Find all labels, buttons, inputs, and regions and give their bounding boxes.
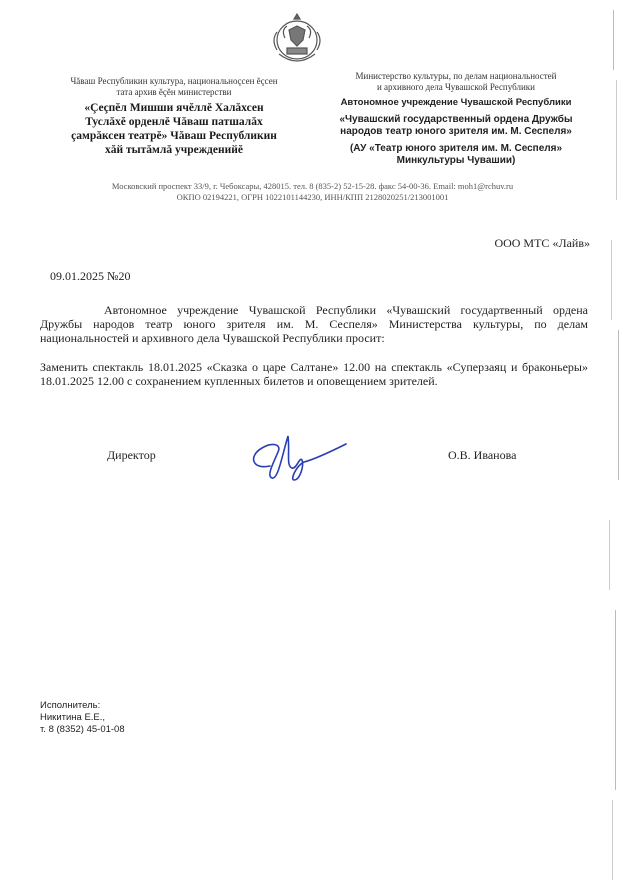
letter-paragraph-replacement: Заменить спектакль 18.01.2025 «Сказка о царе Салтане» 12.00 на спектакль «Суперзаяц и браконьеры» 18.01.2025 12.00 с сохранением купленных билетов и оповещением зрителей. bbox=[40, 360, 588, 388]
header-right-org-name bbox=[322, 114, 590, 138]
header-right-org-short bbox=[322, 143, 590, 167]
letter-paragraph-request: Автономное учреждение Чувашской Республики «Чувашский государтвенный ордена Дружбы народов театр юного зрителя им. М. Сеспеля» Министерства культуры, по делам национальностей и архивного дела Чувашской Республики просит: bbox=[40, 303, 588, 345]
handwritten-signature bbox=[242, 426, 352, 486]
header-left-block bbox=[48, 76, 300, 157]
header-left-org-name bbox=[48, 101, 300, 157]
header-left-org-line3: çамрăксен театрĕ» Чăваш Республикин bbox=[71, 130, 277, 142]
header-right-block bbox=[322, 71, 590, 167]
letter-addressee: ООО МТС «Лайв» bbox=[494, 236, 590, 250]
header-address-block bbox=[40, 181, 585, 203]
signature-name: О.В. Иванова bbox=[448, 448, 517, 462]
header-left-org-line1: «Çеçпĕл Мишши ячĕллĕ Халăхсен bbox=[84, 102, 264, 114]
header-left-ministry-line2: тата архив ĕçĕн министерстви bbox=[116, 87, 232, 97]
executor-label: Исполнитель: bbox=[40, 700, 101, 711]
header-left-org-line2: Туслăхĕ орденлĕ Чăваш патшалăх bbox=[85, 116, 263, 128]
header-left-org-line4: хăй тытăмлă учрежденийĕ bbox=[105, 144, 243, 156]
header-right-org-line3: народов театр юного зрителя им. М. Сеспеля» bbox=[340, 126, 572, 137]
header-address-line: Московский проспект 33/9, г. Чебоксары, 428015. тел. 8 (835-2) 52-15-28. факс 54-00-36. Email: moh1@rchuv.ru bbox=[111, 181, 514, 191]
chuvash-emblem-icon bbox=[267, 10, 327, 68]
signature-title: Директор bbox=[107, 448, 156, 462]
header-right-org-line2: «Чувашский государственный ордена Дружбы bbox=[339, 114, 573, 125]
executor-phone: т. 8 (8352) 45-01-08 bbox=[40, 724, 125, 735]
executor-name: Никитина Е.Е., bbox=[40, 712, 106, 723]
executor-block bbox=[40, 700, 125, 736]
letter-date-number: 09.01.2025 №20 bbox=[50, 269, 131, 283]
header-right-ministry-line2: и архивного дела Чувашской Республики bbox=[376, 82, 535, 92]
scan-edge-artifacts bbox=[585, 0, 621, 890]
header-left-ministry-line1: Чăваш Республикин культура, национальноçсен ĕçсен bbox=[70, 76, 278, 86]
header-registration-line: ОКПО 02194221, ОГРН 1022101144230, ИНН/КПП 2128020251/213001001 bbox=[176, 192, 449, 202]
header-right-org-line5: Минкультуры Чувашии) bbox=[396, 155, 516, 166]
header-right-org-type: Автономное учреждение Чувашской Республики bbox=[340, 97, 572, 108]
header-right-ministry-line1: Министерство культуры, по делам национальностей bbox=[355, 71, 557, 81]
header-right-org-line4: (АУ «Театр юного зрителя им. М. Сеспеля» bbox=[349, 143, 563, 154]
